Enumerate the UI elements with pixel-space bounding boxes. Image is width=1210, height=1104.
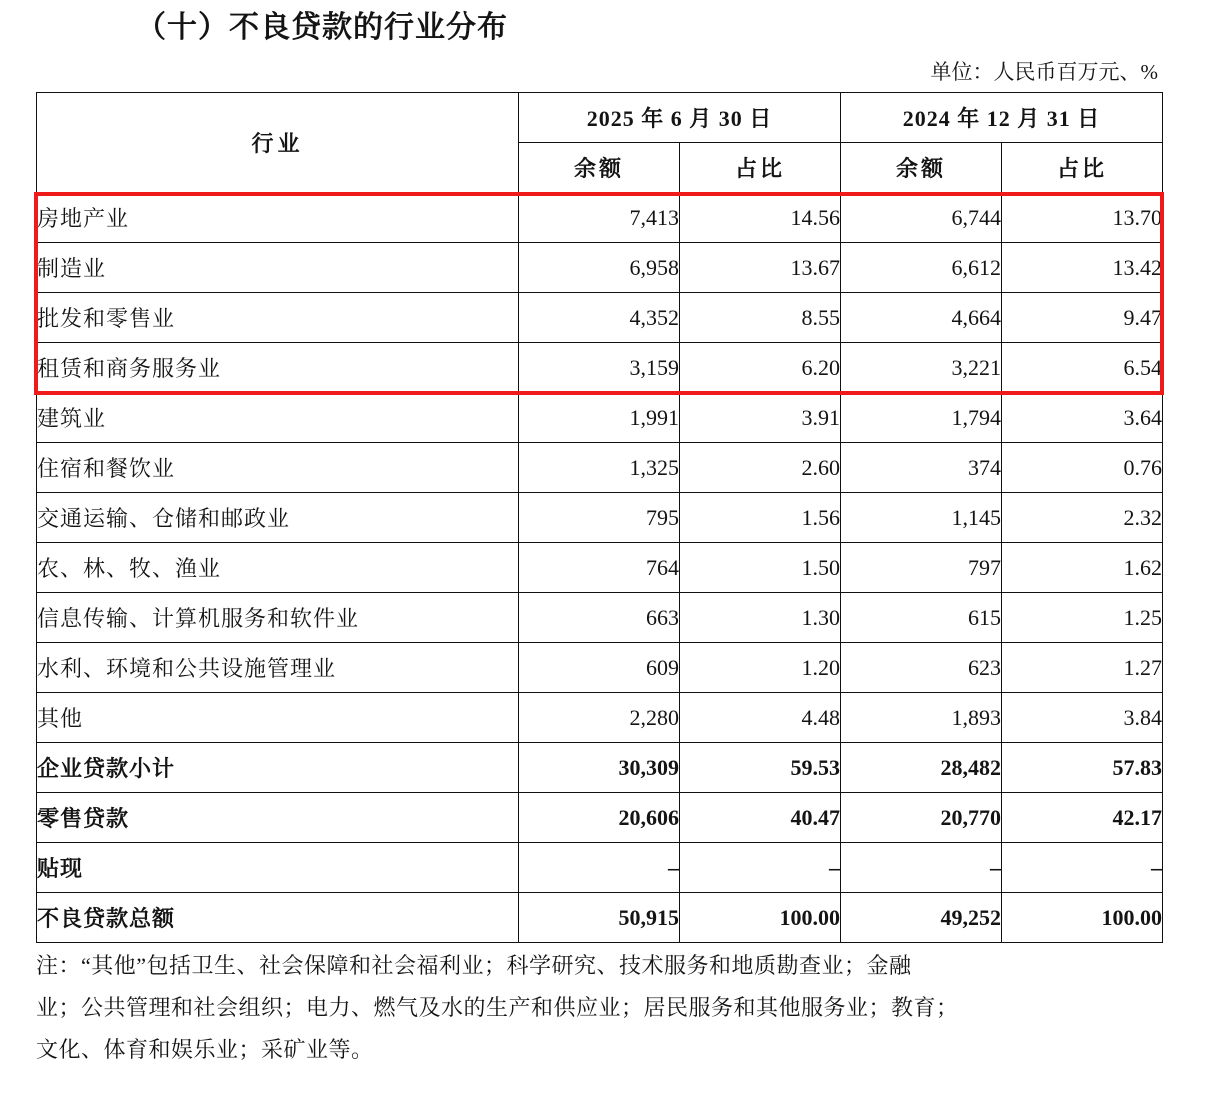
cell-v1: –: [519, 843, 680, 893]
cell-v4: 2.32: [1002, 493, 1163, 543]
cell-v2: 1.56: [680, 493, 841, 543]
table-row: [37, 693, 1163, 743]
cell-v2: 1.50: [680, 543, 841, 593]
cell-v3: 374: [841, 443, 1002, 493]
cell-v3: 623: [841, 643, 1002, 693]
cell-v2: –: [680, 843, 841, 893]
cell-v3: 1,794: [841, 393, 1002, 443]
cell-v4: 1.27: [1002, 643, 1163, 693]
cell-v1: 795: [519, 493, 680, 543]
row-label: 住宿和餐饮业: [37, 443, 519, 493]
table-row: [37, 893, 1163, 943]
cell-v2: 13.67: [680, 243, 841, 293]
cell-v4: 1.25: [1002, 593, 1163, 643]
row-label: 制造业: [37, 243, 519, 293]
row-label: 批发和零售业: [37, 293, 519, 343]
row-label: 其他: [37, 693, 519, 743]
cell-v3: 1,893: [841, 693, 1002, 743]
table-row: [37, 443, 1163, 493]
row-label: 租赁和商务服务业: [37, 343, 519, 393]
cell-v4: 13.70: [1002, 193, 1163, 243]
table-row: [37, 243, 1163, 293]
cell-v4: –: [1002, 843, 1163, 893]
table-header-row-1: [37, 93, 1163, 143]
row-label: 水利、环境和公共设施管理业: [37, 643, 519, 693]
column-header-industry: 行业: [37, 93, 519, 193]
column-header-period-2: 2024 年 12 月 31 日: [841, 93, 1163, 143]
unit-note: 单位：人民币百万元、%: [930, 60, 1158, 84]
cell-v1: 764: [519, 543, 680, 593]
table-row: [37, 293, 1163, 343]
cell-v3: 20,770: [841, 793, 1002, 843]
cell-v4: 57.83: [1002, 743, 1163, 793]
table-row: [37, 843, 1163, 893]
cell-v2: 1.20: [680, 643, 841, 693]
column-header-balance-2: 余额: [841, 143, 1002, 193]
table-row: [37, 543, 1163, 593]
cell-v3: 49,252: [841, 893, 1002, 943]
row-label: 交通运输、仓储和邮政业: [37, 493, 519, 543]
npl-industry-table-wrapper: [36, 92, 1162, 943]
cell-v2: 8.55: [680, 293, 841, 343]
cell-v4: 0.76: [1002, 443, 1163, 493]
cell-v3: 3,221: [841, 343, 1002, 393]
cell-v3: 615: [841, 593, 1002, 643]
cell-v4: 3.84: [1002, 693, 1163, 743]
page-title: （十）不良贷款的行业分布: [136, 11, 508, 44]
cell-v4: 6.54: [1002, 343, 1163, 393]
cell-v4: 1.62: [1002, 543, 1163, 593]
cell-v3: 797: [841, 543, 1002, 593]
cell-v4: 13.42: [1002, 243, 1163, 293]
row-label: 企业贷款小计: [37, 743, 519, 793]
cell-v3: 1,145: [841, 493, 1002, 543]
cell-v1: 7,413: [519, 193, 680, 243]
cell-v3: 6,612: [841, 243, 1002, 293]
cell-v4: 100.00: [1002, 893, 1163, 943]
cell-v2: 59.53: [680, 743, 841, 793]
cell-v1: 1,325: [519, 443, 680, 493]
cell-v1: 609: [519, 643, 680, 693]
table-row: [37, 493, 1163, 543]
table-row: [37, 743, 1163, 793]
row-label: 房地产业: [37, 193, 519, 243]
column-header-ratio-2: 占比: [1002, 143, 1163, 193]
cell-v2: 3.91: [680, 393, 841, 443]
cell-v4: 42.17: [1002, 793, 1163, 843]
cell-v2: 4.48: [680, 693, 841, 743]
cell-v3: 6,744: [841, 193, 1002, 243]
cell-v2: 100.00: [680, 893, 841, 943]
cell-v1: 50,915: [519, 893, 680, 943]
cell-v4: 3.64: [1002, 393, 1163, 443]
cell-v2: 6.20: [680, 343, 841, 393]
footnote-line-1: 注：“其他”包括卫生、社会保障和社会福利业；科学研究、技术服务和地质勘查业；金融: [36, 953, 912, 978]
row-label: 贴现: [37, 843, 519, 893]
row-label: 不良贷款总额: [37, 893, 519, 943]
cell-v1: 1,991: [519, 393, 680, 443]
cell-v1: 663: [519, 593, 680, 643]
table-row: [37, 343, 1163, 393]
cell-v1: 30,309: [519, 743, 680, 793]
cell-v3: 4,664: [841, 293, 1002, 343]
footnote: [36, 945, 1162, 1071]
cell-v3: 28,482: [841, 743, 1002, 793]
footnote-line-2: 业；公共管理和社会组织；电力、燃气及水的生产和供应业；居民服务和其他服务业；教育；: [36, 995, 959, 1020]
row-label: 信息传输、计算机服务和软件业: [37, 593, 519, 643]
cell-v2: 40.47: [680, 793, 841, 843]
cell-v2: 14.56: [680, 193, 841, 243]
column-header-ratio-1: 占比: [680, 143, 841, 193]
cell-v1: 4,352: [519, 293, 680, 343]
row-label: 建筑业: [37, 393, 519, 443]
cell-v4: 9.47: [1002, 293, 1163, 343]
cell-v1: 2,280: [519, 693, 680, 743]
cell-v1: 6,958: [519, 243, 680, 293]
row-label: 零售贷款: [37, 793, 519, 843]
table-header: [37, 93, 1163, 193]
footnote-line-3: 文化、体育和娱乐业；采矿业等。: [36, 1037, 374, 1062]
column-header-period-1: 2025 年 6 月 30 日: [519, 93, 841, 143]
npl-industry-table: [36, 92, 1163, 943]
column-header-balance-1: 余额: [519, 143, 680, 193]
cell-v1: 20,606: [519, 793, 680, 843]
cell-v3: –: [841, 843, 1002, 893]
table-row: [37, 193, 1163, 243]
cell-v2: 2.60: [680, 443, 841, 493]
cell-v1: 3,159: [519, 343, 680, 393]
table-row: [37, 593, 1163, 643]
table-body: [37, 193, 1163, 943]
table-row: [37, 643, 1163, 693]
row-label: 农、林、牧、渔业: [37, 543, 519, 593]
table-row: [37, 793, 1163, 843]
cell-v2: 1.30: [680, 593, 841, 643]
table-row: [37, 393, 1163, 443]
